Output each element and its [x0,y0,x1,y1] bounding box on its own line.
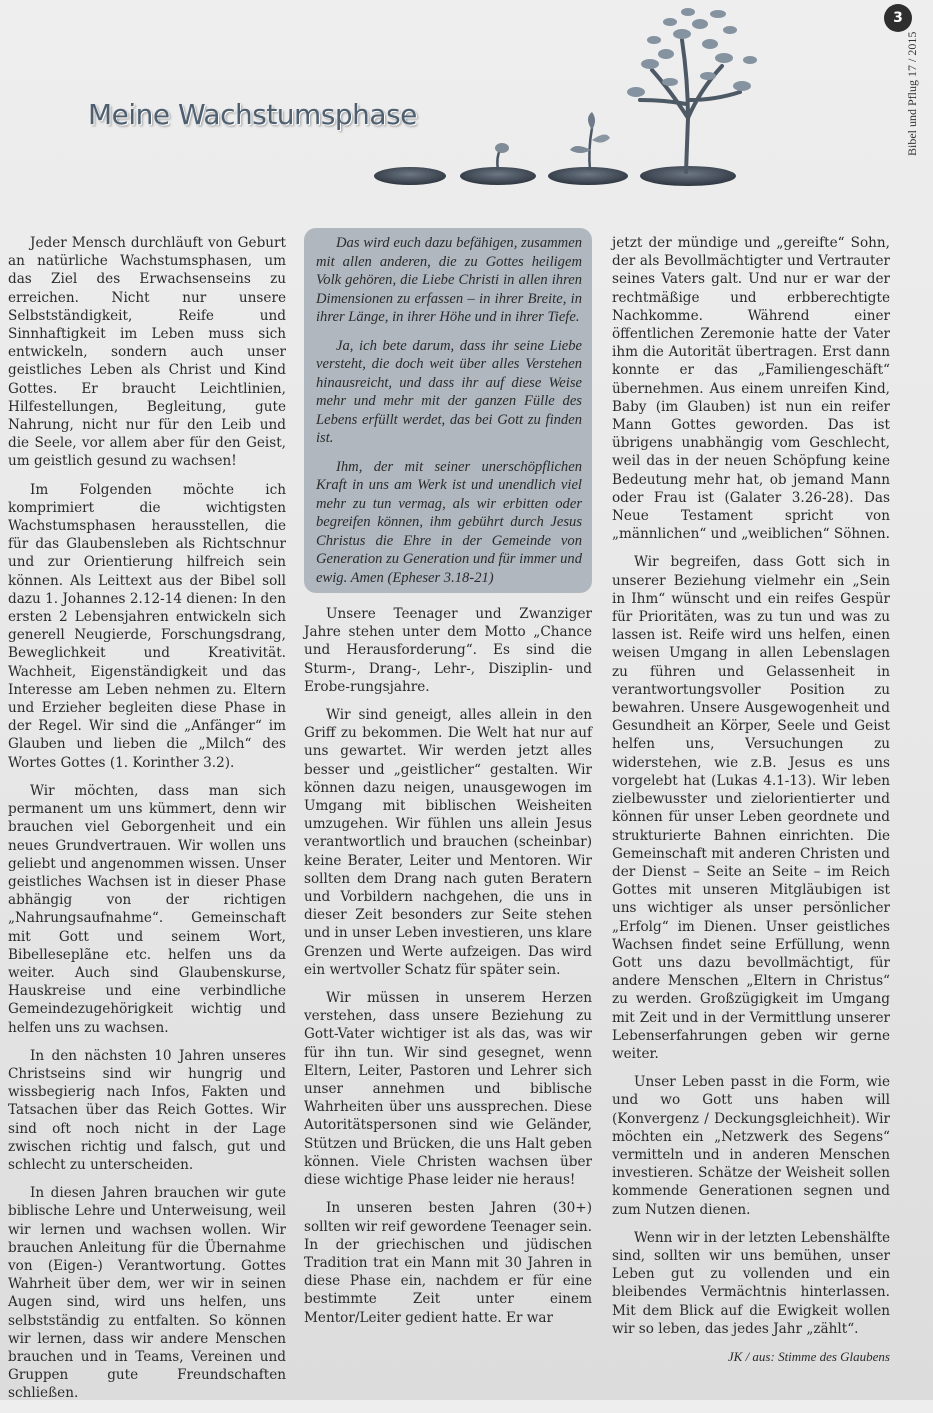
paragraph: In den nächsten 10 Jahren unseres Christseins sind wir hungrig und wissbegierig nach Infos, Fakten und Tatsachen über das Reich Gottes. Wir sind oft noch nicht in der Lage zwischen richtig und falsch, gut und schlecht zu unterscheiden. [8,1047,286,1173]
bible-quote-box [304,228,592,593]
paragraph: jetzt der mündige und „gereifte“ Sohn, der als Bevollmächtigter und Vertrauter seines Vaters galt. Und nur er war der rechtmäßige und erbberechtigte Nachkomme. Während einer öffentlichen Zeremonie hatte der Vater ihm die Autorität übertragen. Erst dann konnte er das „Familiengeschäft“ übernehmen. Aus einem unreifen Kind, Baby (im Glauben) ist nun ein reifer Mann Gottes geworden. Das ist übrigens unabhängig vom Geschlecht, weil das in der neuen Schöpfung keine Bedeutung mehr hat, ob jemand Mann oder Frau ist (Galater 3.26-28). Das Neue Testament spricht von „männlichen“ und „weiblichen“ Söhnen. [612,235,891,543]
tree-icon [627,8,757,186]
paragraph: Unser Leben passt in die Form, wie und wo Gott uns haben will (Konvergenz / Deckungsgleichheit). Wir möchten ein „Netzwerk des Segens“ vermitteln und in anderen Menschen investieren. Schätze der Weisheit sollen kommende Generationen segnen und zum Nutzen dienen. [612,1074,890,1218]
quote-paragraph: Ihm, der mit seiner unerschöpflichen Kraft in uns am Werk ist und unendlich viel mehr zu tun vermag, als wir erbitten oder begreifen können, ihm gebührt durch Jesus Christus die Ehre in der Gemeinde von Generation zu Generation und für immer und ewig. Amen (Epheser 3.18-21) [316,458,582,586]
paragraph: Wir müssen in unserem Herzen verstehen, dass unsere Beziehung zu Gott-Vater wichtiger ist als das, was wir für ihn tun. Wir sind gesegnet, wenn Eltern, Leiter, Pastoren und Lehrer sich unser annehmen und biblische Wahrheiten über uns aussprechen. Diese Autoritätspersonen sind wie Geländer, Stützen und Brücken, die uns Halt geben können. Viele Christen wachsen über diese wichtige Phase leider nie heraus! [304,990,592,1189]
running-head: Bibel und Pflug 17 / 2015 [905,31,919,156]
seedling-icon [548,112,628,185]
quote-paragraph: Ja, ich bete darum, dass ihr seine Liebe versteht, die doch weit über alles Verstehen hinausreicht, und dass ihr auf diese Weise mehr und mehr mit der ganzen Fülle des Lebens erfüllt werdet, das bei Gott zu finden ist. [316,337,582,446]
article-column-1 [8,234,286,1413]
growth-stages-illustration [370,0,890,195]
paragraph: Wenn wir in der letzten Lebenshälfte sind, sollten wir uns bemühen, unser Leben gut zu vollenden und ein bleibendes Vermächtnis hinterlassen. Mit dem Blick auf die Ewigkeit wollen wir so leben, das jedes Jahr „zählt“. [612,1229,890,1337]
article-column-3 [612,234,890,1366]
page-number-badge: 3 [884,4,912,32]
seed-sprout-icon [460,143,536,185]
paragraph: Wir möchten, dass man sich permanent um uns kümmert, denn wir brauchen viel Geborgenheit und ein neues Grundvertrauen. Wir wollen uns geliebt und angenommen wissen. Unser geistliches Wachsen ist in dieser Phase abhängig von der richtigen „Nahrungsaufnahme“. Gemeinschaft mit Gott und seinem Wort, Bibelleseplãne etc. helfen uns da weiter. Auch sind Glaubenskurse, Hauskreise und eine verbindliche Gemeindezugehörigkeit wichtig und helfen uns zu wachsen. [8,782,286,1036]
paragraph: Wir begreifen, dass Gott sich in unserer Beziehung vielmehr ein „Sein in Ihm“ wünscht und ein reifes Gespür für Prioritäten, was zu tun und was zu lassen ist. Reife wird uns helfen, einen weisen Umgang in allen Lebenslagen zu führen und Gelassenheit in verantwortungsvoller Position zu bewahren. Unsere Ausgewogenheit und Gesundheit an Körper, Seele und Geist helfen uns, Versuchungen zu widerstehen, wie z.B. Jesus es uns vorgelebt hat (Lukas 4.1-13). Wir leben zielbewusster und zielorientierter und können für unser Leben geordnete und strukturierte Bahnen einrichten. Die Gemeinschaft mit anderen Christen und der Dienst – Seite an Seite – im Reich Gottes mit unseren Mitgläubigen ist uns wichtiger als unser persönlicher „Erfolg“ im Dienen. Unser geistliches Wachsen findet seine Erfüllung, wenn Gott uns dazu bevollmächtigt, für andere Menschen „Eltern in Christus“ zu werden. Großzügigkeit im Umgang mit Zeit und in der Vermittlung unserer Lebenserfahrungen geben wir gerne weiter. [612,554,890,1062]
soil-mound-icon [374,167,446,185]
article-column-2 [304,228,592,1337]
paragraph: Unsere Teenager und Zwanziger Jahre stehen unter dem Motto „Chance und Herausforderung“. Es sind die Sturm-, Drang-, Lehr-, Disziplin- und Erobe-rungsjahre. [304,606,592,695]
paragraph: In unseren besten Jahren (30+) sollten wir reif gewordene Teenager sein. In der griechischen und jüdischen Tradition trat ein Mann mit 30 Jahren in diese Phase ein, nachdem er für eine bestimmte Zeit unter einem Mentor/Leiter gedient hatte. Er war [304,1200,592,1326]
quote-paragraph: Das wird euch dazu befähigen, zusammen mit allen anderen, die zu Gottes heiligem Volk gehören, die Liebe Christi in allen ihren Dimensionen zu erfassen – in ihrer Breite, in ihrer Länge, in ihrer Höhe und in ihrer Tiefe. [316,235,582,325]
article-title: Meine Wachstumsphase [88,98,417,131]
paragraph: Im Folgenden möchte ich komprimiert die wichtigsten Wachstumsphasen herausstellen, die für das Glaubensleben als Richtschnur und zur Orientierung hilfreich sein können. Als Leittext aus der Bibel soll dazu 1. Johannes 2.12-14 dienen: In den ersten 2 Lebensjahren entwickeln sich generell Neugierde, Forschungsdrang, Beweglichkeit und Kreativität. Wachheit, Eigenständigkeit und das Interesse am Leben nehmen zu. Eltern und Erzieher begleiten diese Phase in der Regel. Wir sind die „Anfänger“ im Glauben und lieben die „Milch“ des Wortes Gottes (1. Korinther 3.2). [8,481,286,771]
author-signature: JK / aus: Stimme des Glaubens [727,1348,890,1364]
paragraph: In diesen Jahren brauchen wir gute biblische Lehre und Unterweisung, weil wir lernen und wachsen wollen. Wir brauchen Anleitung für die Übernahme von (Eigen-) Verantwortung. Gottes Wahrheit über dem, wer wir in seinen Augen sind, wird uns helfen, uns selbstständig zu entfalten. So können wir lernen, dass wir andere Menschen brauchen und in Teams, Vereinen und Gruppen gute Freundschaften schließen. [8,1185,286,1402]
paragraph: Wir sind geneigt, alles allein in den Griff zu bekommen. Die Welt hat nur auf uns gewartet. Wir werden jetzt alles besser und „geistlicher“ gestalten. Wir können dazu neigen, unausgewogen im Umgang mit biblischen Weisheiten umzugehen. Wir fühlen uns allein Jesus verantwortlich und brauchen (scheinbar) keine Berater, Leiter und Mentoren. Wir sollten dem Drang nach guten Beratern und Vorbildern nachgehen, die uns in dieser Zeit besonders zur Seite stehen und in unser Leben investieren, uns klare Grenzen und Werte aufzeigen. Das wird ein wertvoller Schatz für später sein. [304,707,592,978]
paragraph: Jeder Mensch durchläuft von Geburt an natürliche Wachstumsphasen, um das Ziel des Erwachsenseins zu erreichen. Nicht nur unsere Selbstständigkeit, Reife und Sinnhaftigkeit im Leben muss sich entwickeln, sondern auch unser geistliches Leben als Christ und Kind Gottes. Er braucht Leichtlinien, Hilfestellungen, Begleitung, gute Nahrung, nicht nur für den Leib und die Seele, vor allem aber für den Geist, um geistlich gesund zu wachsen! [8,235,286,470]
